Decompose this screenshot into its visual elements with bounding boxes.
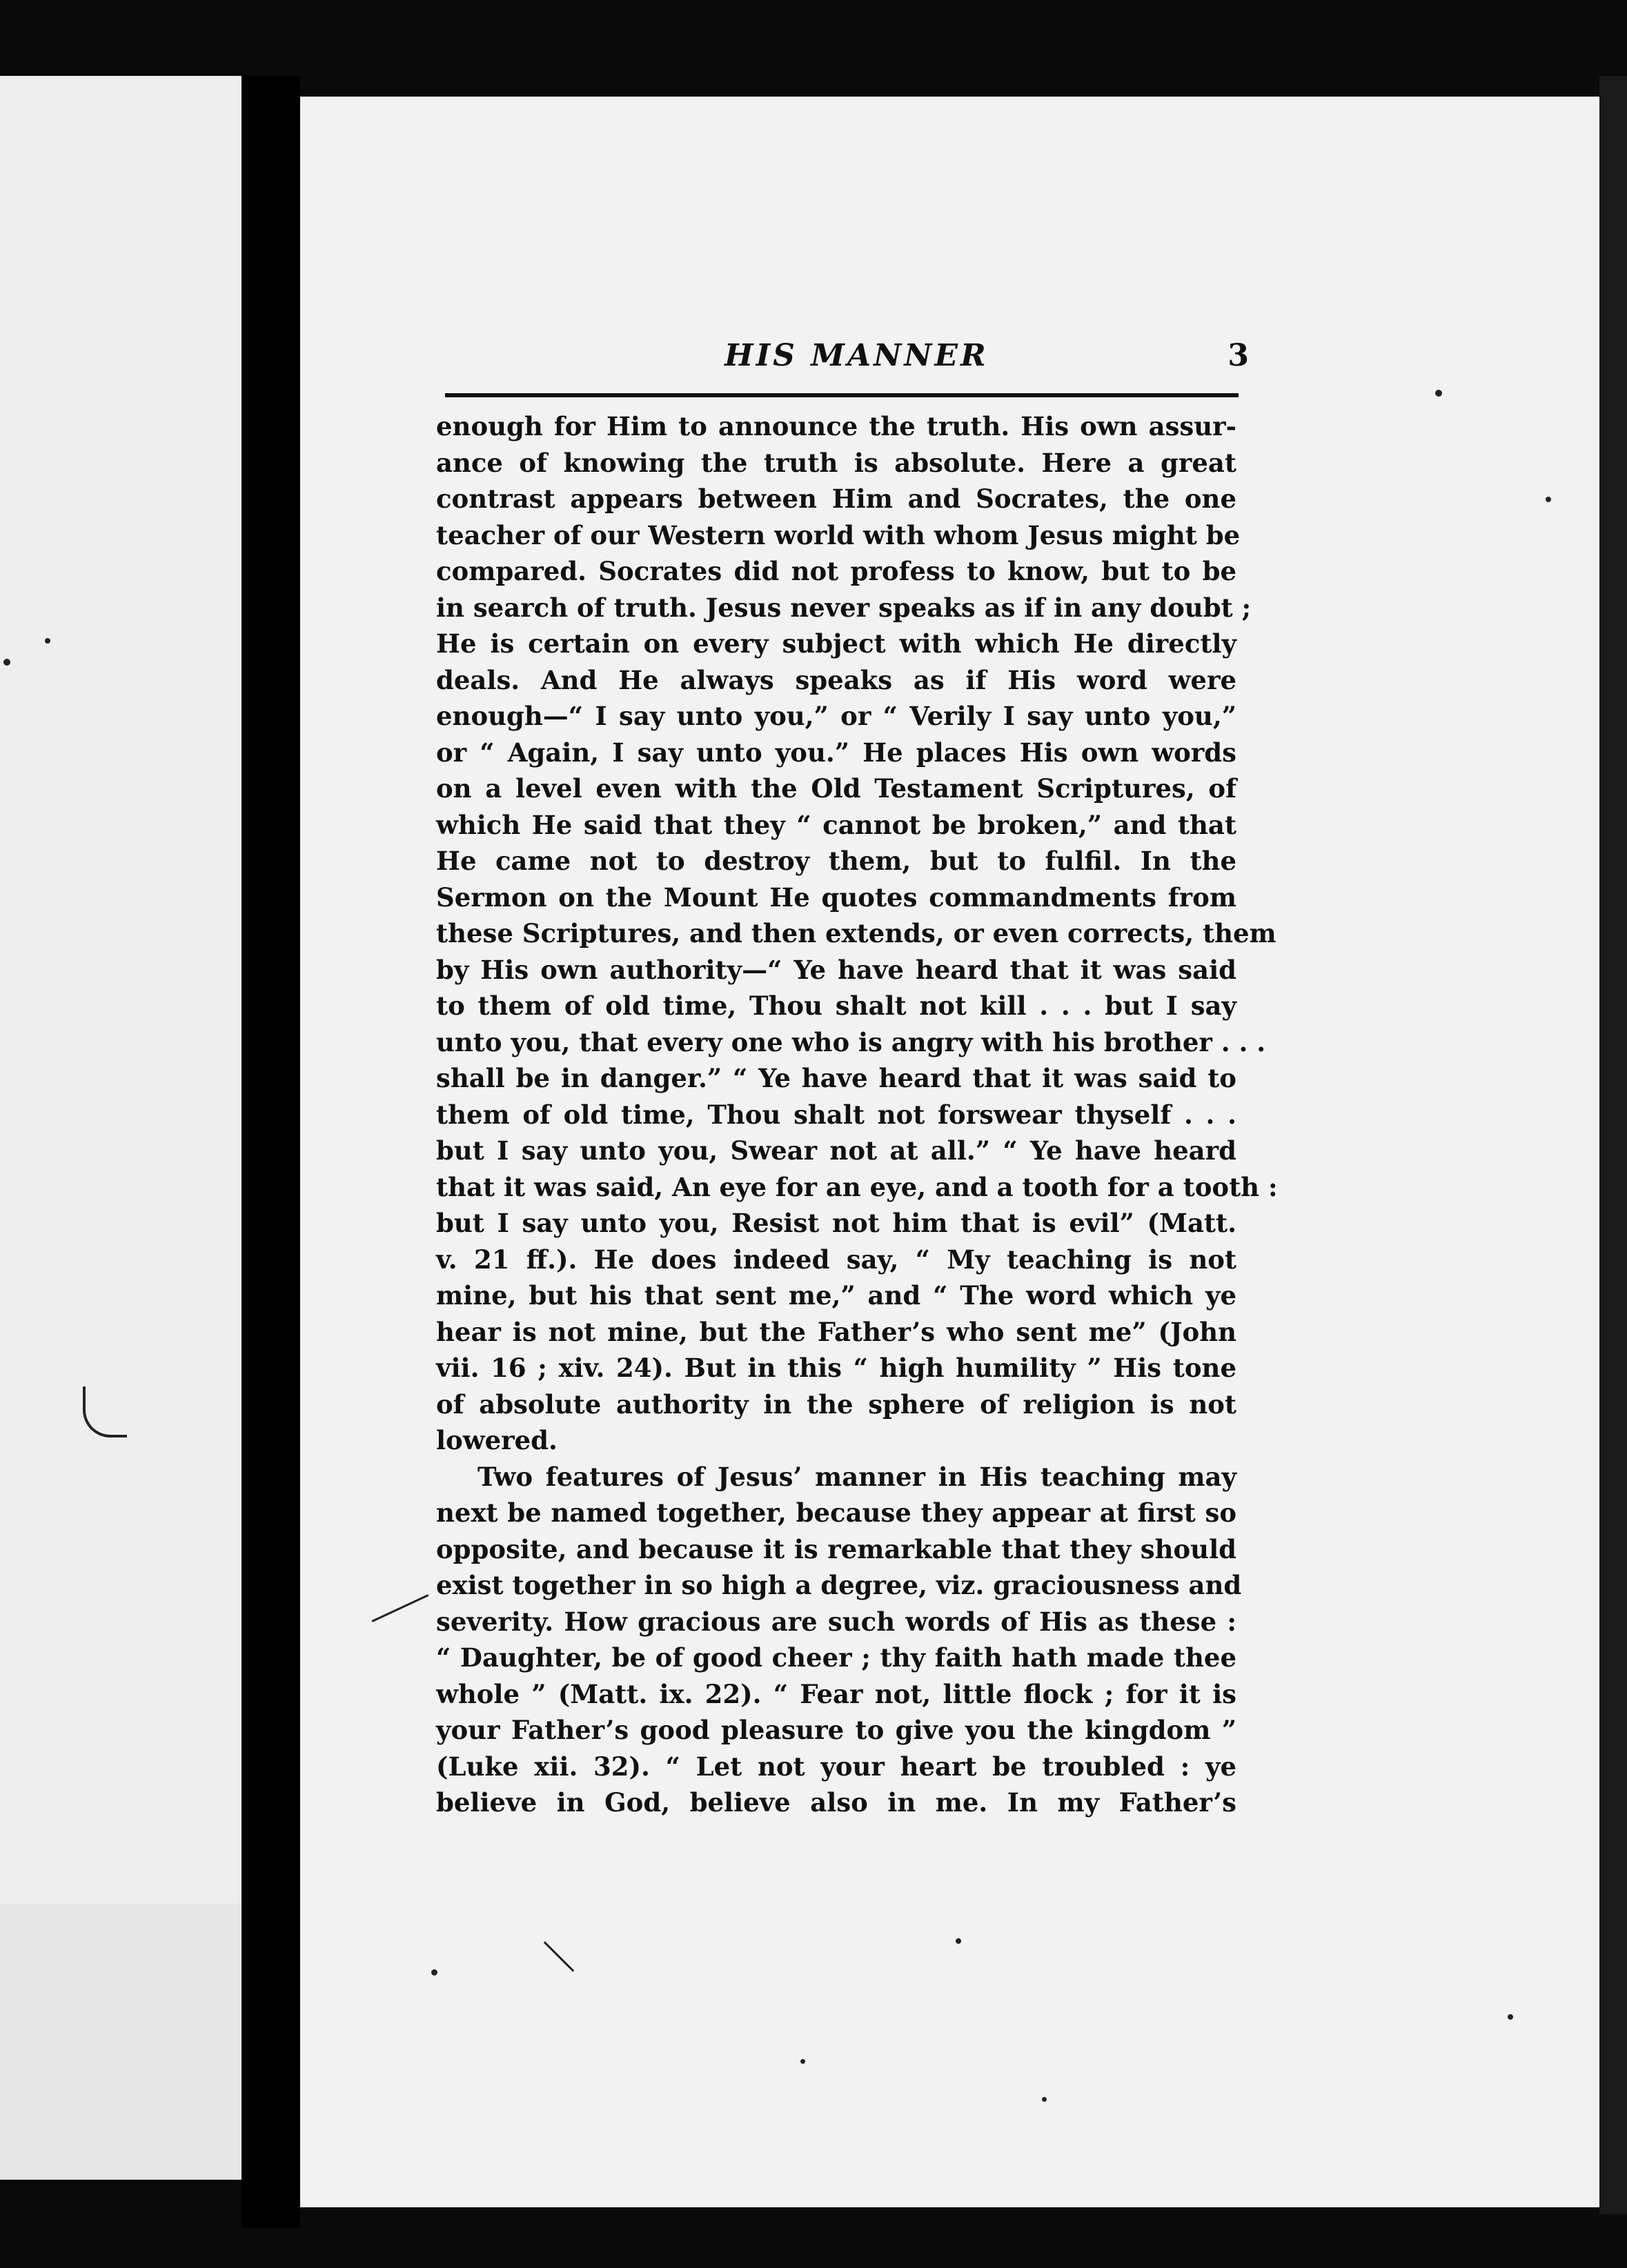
- running-head: [435, 338, 1249, 393]
- scan-speck: [3, 659, 10, 666]
- text-line: He came not to destroy them, but to fulfil. In the: [436, 846, 1236, 876]
- text-line: exist together in so high a degree, viz. graciousness and: [436, 1570, 1242, 1600]
- text-line: on a level even with the Old Testament Scriptures, of: [436, 773, 1236, 804]
- text-line: v. 21 ff.). He does indeed say, “ My teaching is not: [436, 1244, 1236, 1275]
- facing-page-edge: [0, 76, 248, 2180]
- text-line: lowered.: [436, 1425, 558, 1455]
- text-line: hear is not mine, but the Father’s who sent me” (John: [436, 1316, 1236, 1347]
- text-line: these Scriptures, and then extends, or even corrects, them: [436, 918, 1276, 948]
- text-line: ance of knowing the truth is absolute. Here a great: [436, 447, 1236, 478]
- text-line: whole ” (Matt. ix. 22). “ Fear not, little flock ; for it is: [436, 1678, 1236, 1709]
- scan-speck: [956, 1938, 961, 1944]
- text-line: your Father’s good pleasure to give you the kingdom ”: [436, 1715, 1236, 1745]
- text-line: but I say unto you, Resist not him that is evil” (Matt.: [436, 1208, 1236, 1238]
- text-line: unto you, that every one who is angry with his brother . . .: [436, 1026, 1266, 1057]
- text-line: (Luke xii. 32). “ Let not your heart be troubled : ye: [436, 1751, 1236, 1782]
- scan-speck: [45, 638, 50, 644]
- right-edge-shadow: [1599, 76, 1627, 2214]
- text-line: in search of truth. Jesus never speaks as if in any doubt ;: [436, 592, 1252, 623]
- scan-speck: [1042, 2097, 1047, 2102]
- text-line: next be named together, because they appear at first so: [436, 1498, 1236, 1528]
- text-line: shall be in danger.” “ Ye have heard that it was said to: [436, 1063, 1236, 1093]
- text-line: contrast appears between Him and Socrates, the one: [436, 484, 1236, 514]
- scan-speck: [1435, 390, 1442, 397]
- text-line: vii. 16 ; xiv. 24). But in this “ high humility ” His tone: [436, 1353, 1236, 1383]
- running-head-title: HIS MANNER: [724, 338, 989, 373]
- header-rule: [445, 393, 1239, 397]
- scan-speck: [800, 2059, 805, 2064]
- scan-speck: [1508, 2014, 1513, 2020]
- body-text: [436, 408, 1278, 1821]
- text-line: severity. How gracious are such words of His as these :: [436, 1606, 1236, 1637]
- text-line: to them of old time, Thou shalt not kill . . . but I say: [436, 991, 1236, 1021]
- text-line: enough for Him to announce the truth. His own assur-: [436, 411, 1236, 441]
- text-line: that it was said, An eye for an eye, and a tooth for a tooth :: [436, 1171, 1278, 1202]
- text-line: “ Daughter, be of good cheer ; thy faith hath made thee: [436, 1642, 1236, 1673]
- text-line: mine, but his that sent me,” and “ The word which ye: [436, 1280, 1236, 1311]
- text-line: believe in God, believe also in me. In my Father’s: [436, 1787, 1236, 1818]
- text-line: enough—“ I say unto you,” or “ Verily I say unto you,”: [436, 701, 1236, 731]
- text-line: which He said that they “ cannot be broken,” and that: [436, 809, 1236, 840]
- text-line: but I say unto you, Swear not at all.” “ Ye have heard: [436, 1135, 1236, 1166]
- scan-speck: [431, 1969, 437, 1976]
- text-line: teacher of our Western world with whom Jesus might be: [436, 519, 1241, 550]
- text-line: by His own authority—“ Ye have heard that it was said: [436, 954, 1236, 985]
- text-line: of absolute authority in the sphere of religion is not: [436, 1389, 1236, 1420]
- text-line: compared. Socrates did not profess to know, but to be: [436, 556, 1236, 586]
- page-number: 3: [1227, 338, 1249, 373]
- text-line: opposite, and because it is remarkable that they should: [436, 1533, 1236, 1564]
- text-line: or “ Again, I say unto you.” He places His own words: [436, 737, 1236, 768]
- text-line: He is certain on every subject with which He directly: [436, 628, 1236, 659]
- book-spine-shadow: [241, 76, 300, 2228]
- scan-speck: [1546, 497, 1551, 502]
- text-line: them of old time, Thou shalt not forswear thyself . . .: [436, 1099, 1236, 1130]
- text-line: Sermon on the Mount He quotes commandments from: [436, 882, 1236, 913]
- text-line: deals. And He always speaks as if His word were: [436, 664, 1236, 695]
- text-line: Two features of Jesus’ manner in His teaching may: [477, 1461, 1236, 1492]
